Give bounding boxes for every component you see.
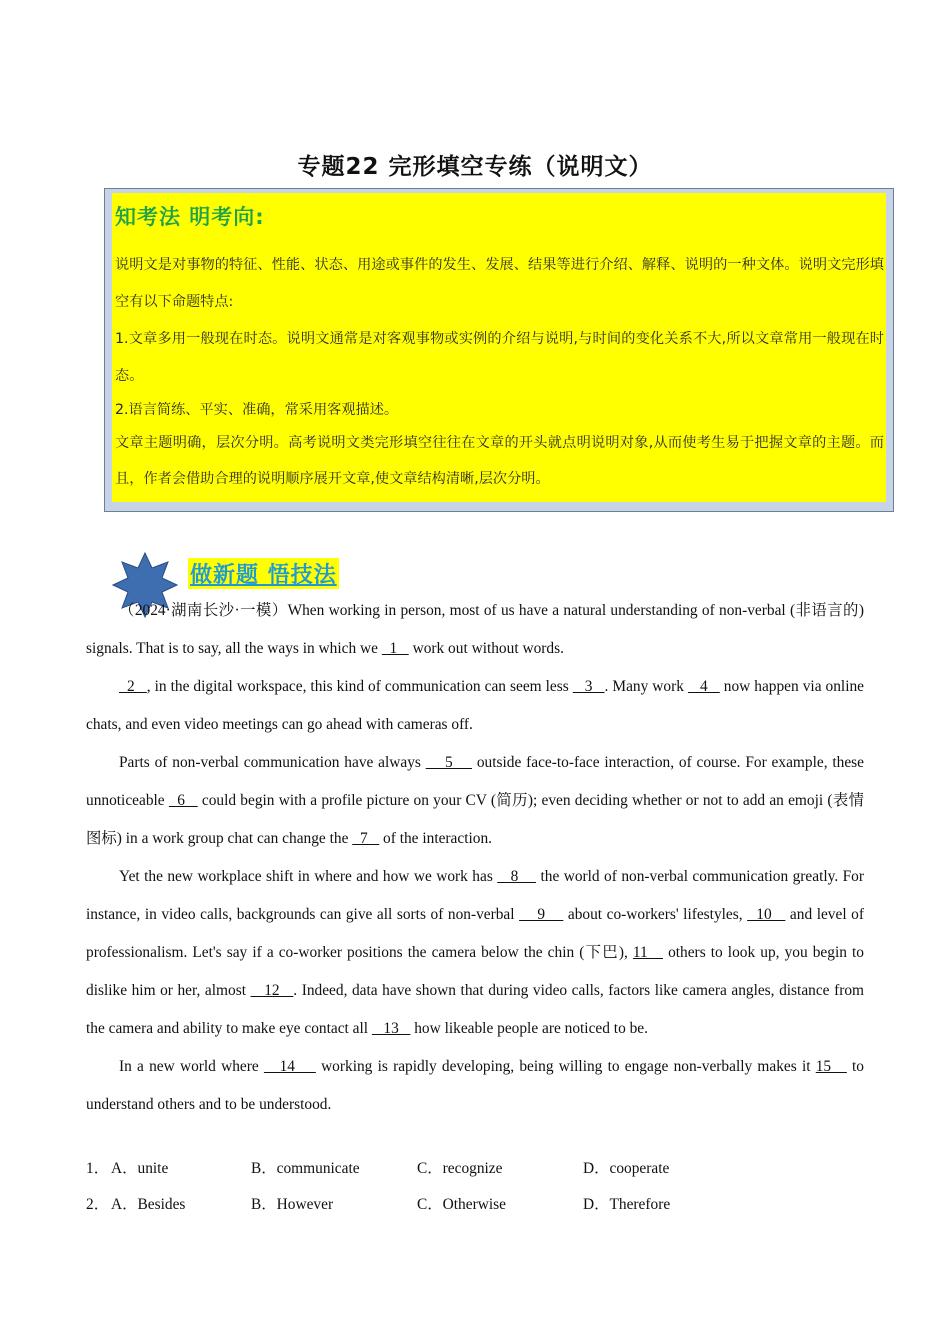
blank-7: 7 — [352, 830, 380, 847]
blank-12: 12 — [250, 982, 294, 999]
blank-2: 2 — [119, 678, 147, 695]
option-a: A．Besides — [111, 1196, 186, 1213]
option-d: D．Therefore — [583, 1196, 671, 1213]
option-b: B．However — [251, 1196, 334, 1213]
page-title: 专题22 完形填空专练（说明文） — [297, 154, 653, 180]
source-label: （2024·湖南长沙·一模） — [119, 602, 288, 619]
tip-paragraph-3: 2.语言简练、平实、准确，常采用客观描述。 — [115, 402, 399, 418]
passage-paragraph-3: Parts of non-verbal communication have always 5 outside face-to-face interaction, of course. For example, these unnoticeable 6 could begin with a profile picture on your CV (简历); even deciding whether or not to add an emoji (表情图标) in a work group chat can change the 7 of the interaction. — [86, 754, 865, 847]
blank-3: 3 — [572, 678, 605, 695]
blank-9: 9 — [519, 906, 564, 923]
option-b: B．communicate — [251, 1160, 360, 1177]
question-row — [86, 1151, 864, 1187]
exam-tips-box — [112, 193, 886, 502]
blank-8: 8 — [497, 868, 537, 885]
option-d: D．cooperate — [583, 1160, 670, 1177]
cloze-passage — [86, 592, 864, 1124]
blank-14: 14 — [263, 1058, 316, 1075]
question-options — [86, 1151, 864, 1223]
section-title: 做新题 悟技法 — [188, 558, 339, 589]
question-number: 2． — [86, 1196, 110, 1213]
tips-heading: 知考法 明考向: — [115, 205, 265, 229]
passage-paragraph-1: （2024·湖南长沙·一模）When working in person, most of us have a natural understanding of non-verbal (非语言的) signals. That is to say, all the ways in which we 1 work out without words. — [86, 602, 864, 657]
passage-paragraph-2: 2 , in the digital workspace, this kind of communication can seem less 3 . Many work 4 now happen via online chats, and even video meetings can go ahead with cameras off. — [86, 678, 865, 733]
blank-6: 6 — [168, 792, 198, 809]
option-c: C．recognize — [417, 1160, 503, 1177]
blank-1: 1 — [381, 640, 409, 657]
tip-paragraph-4: 文章主题明确，层次分明。高考说明文类完形填空往往在文章的开头就点明说明对象,从而使考生易于把握文章的主题。而且，作者会借助合理的说明顺序展开文章,使文章结构清晰,层次分明。 — [115, 435, 884, 487]
blank-11: 11 — [632, 944, 663, 961]
question-row — [86, 1187, 864, 1223]
option-c: C．Otherwise — [417, 1196, 506, 1213]
tip-paragraph-1: 说明文是对事物的特征、性能、状态、用途或事件的发生、发展、结果等进行介绍、解释、说明的一种文体。说明文完形填空有以下命题特点: — [115, 257, 884, 310]
tip-paragraph-2: 1.文章多用一般现在时态。说明文通常是对客观事物或实例的介绍与说明,与时间的变化关系不大,所以文章常用一般现在时态。 — [115, 331, 884, 384]
option-a: A．unite — [111, 1160, 169, 1177]
blank-4: 4 — [687, 678, 720, 695]
question-number: 1． — [86, 1160, 110, 1177]
passage-paragraph-5: In a new world where 14 working is rapidly developing, being willing to engage non-verbally makes it 15 to understand others and to be understood. — [86, 1058, 864, 1113]
blank-10: 10 — [747, 906, 786, 923]
blank-15: 15 — [815, 1058, 847, 1075]
passage-paragraph-4: Yet the new workplace shift in where and how we work has 8 the world of non-verbal communication greatly. For instance, in video calls, backgrounds can give all sorts of non-verbal 9 about co-workers' lifestyles, 10 and level of professionalism. Let's say if a co-worker positions the camera below the chin (下巴), 11 others to look up, you begin to dislike him or her, almost 12 . Indeed, data have shown that during video calls, factors like camera angles, distance from the camera and ability to make eye contact all 13 how likeable people are noticed to be. — [86, 868, 865, 1037]
blank-13: 13 — [371, 1020, 411, 1037]
blank-5: 5 — [425, 754, 473, 771]
